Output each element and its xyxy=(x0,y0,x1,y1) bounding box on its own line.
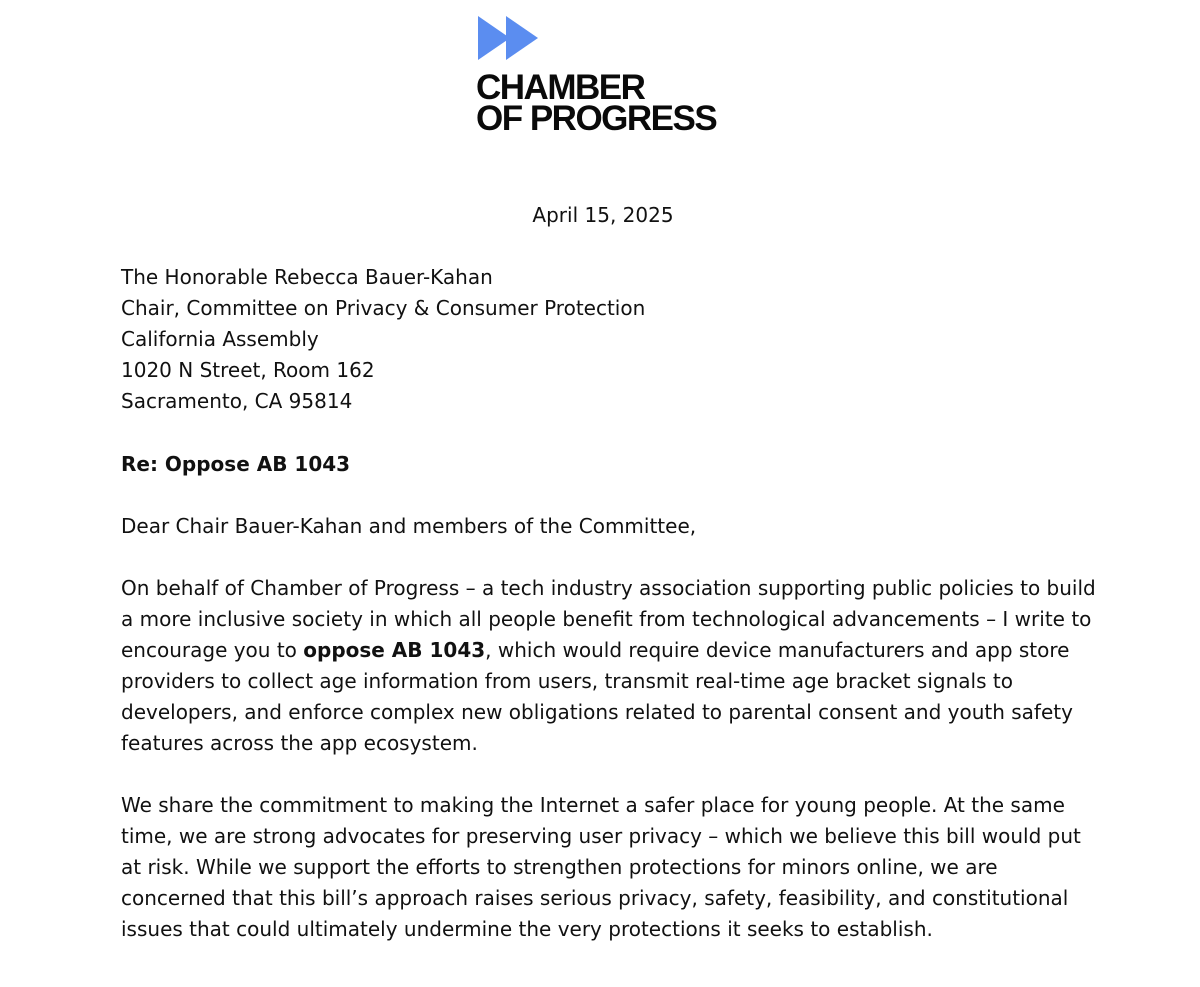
logo-line-1: CHAMBER xyxy=(476,68,645,107)
subject-line: Re: Oppose AB 1043 xyxy=(121,452,351,476)
logo-wordmark xyxy=(476,68,717,138)
logo-chevron-right xyxy=(506,16,538,60)
recipient-name: The Honorable Rebecca Bauer-Kahan xyxy=(121,265,493,289)
logo-line-2: OF PROGRESS xyxy=(476,99,717,138)
paragraph-2 xyxy=(121,790,1101,945)
recipient-street: 1020 N Street, Room 162 xyxy=(121,358,375,382)
recipient-organization: California Assembly xyxy=(121,327,319,351)
paragraph-1-text xyxy=(121,573,1101,759)
paragraph-1-bold: oppose AB 1043 xyxy=(303,638,486,662)
recipient-title: Chair, Committee on Privacy & Consumer Protection xyxy=(121,296,646,320)
fast-forward-icon xyxy=(478,16,542,60)
recipient-city: Sacramento, CA 95814 xyxy=(121,389,353,413)
letter-date: April 15, 2025 xyxy=(532,203,674,227)
paragraph-1-after: , which would require device manufacturers and app store providers to collect age information from users, transmit real-time age bracket signals to developers, and enforce complex new obligations related to parental consent and youth safety features across the app ecosystem. xyxy=(121,638,1073,755)
logo-chevron-left xyxy=(478,16,510,60)
paragraph-1 xyxy=(121,573,1101,759)
salutation: Dear Chair Bauer-Kahan and members of the Committee, xyxy=(121,514,697,538)
paragraph-1-before: On behalf of Chamber of Progress – a tech industry association supporting public policies to build a more inclusive society in which all people benefit from technological advancements – I write to encourage you to xyxy=(121,576,1096,662)
paragraph-2-text: We share the commitment to making the Internet a safer place for young people. At the same time, we are strong advocates for preserving user privacy – which we believe this bill would put at risk. While we support the efforts to strengthen protections for minors online, we are concerned that this bill’s approach raises serious privacy, safety, feasibility, and constitutional issues that could ultimately undermine the very protections it seeks to establish. xyxy=(121,793,1081,941)
recipient-address xyxy=(121,262,1101,417)
